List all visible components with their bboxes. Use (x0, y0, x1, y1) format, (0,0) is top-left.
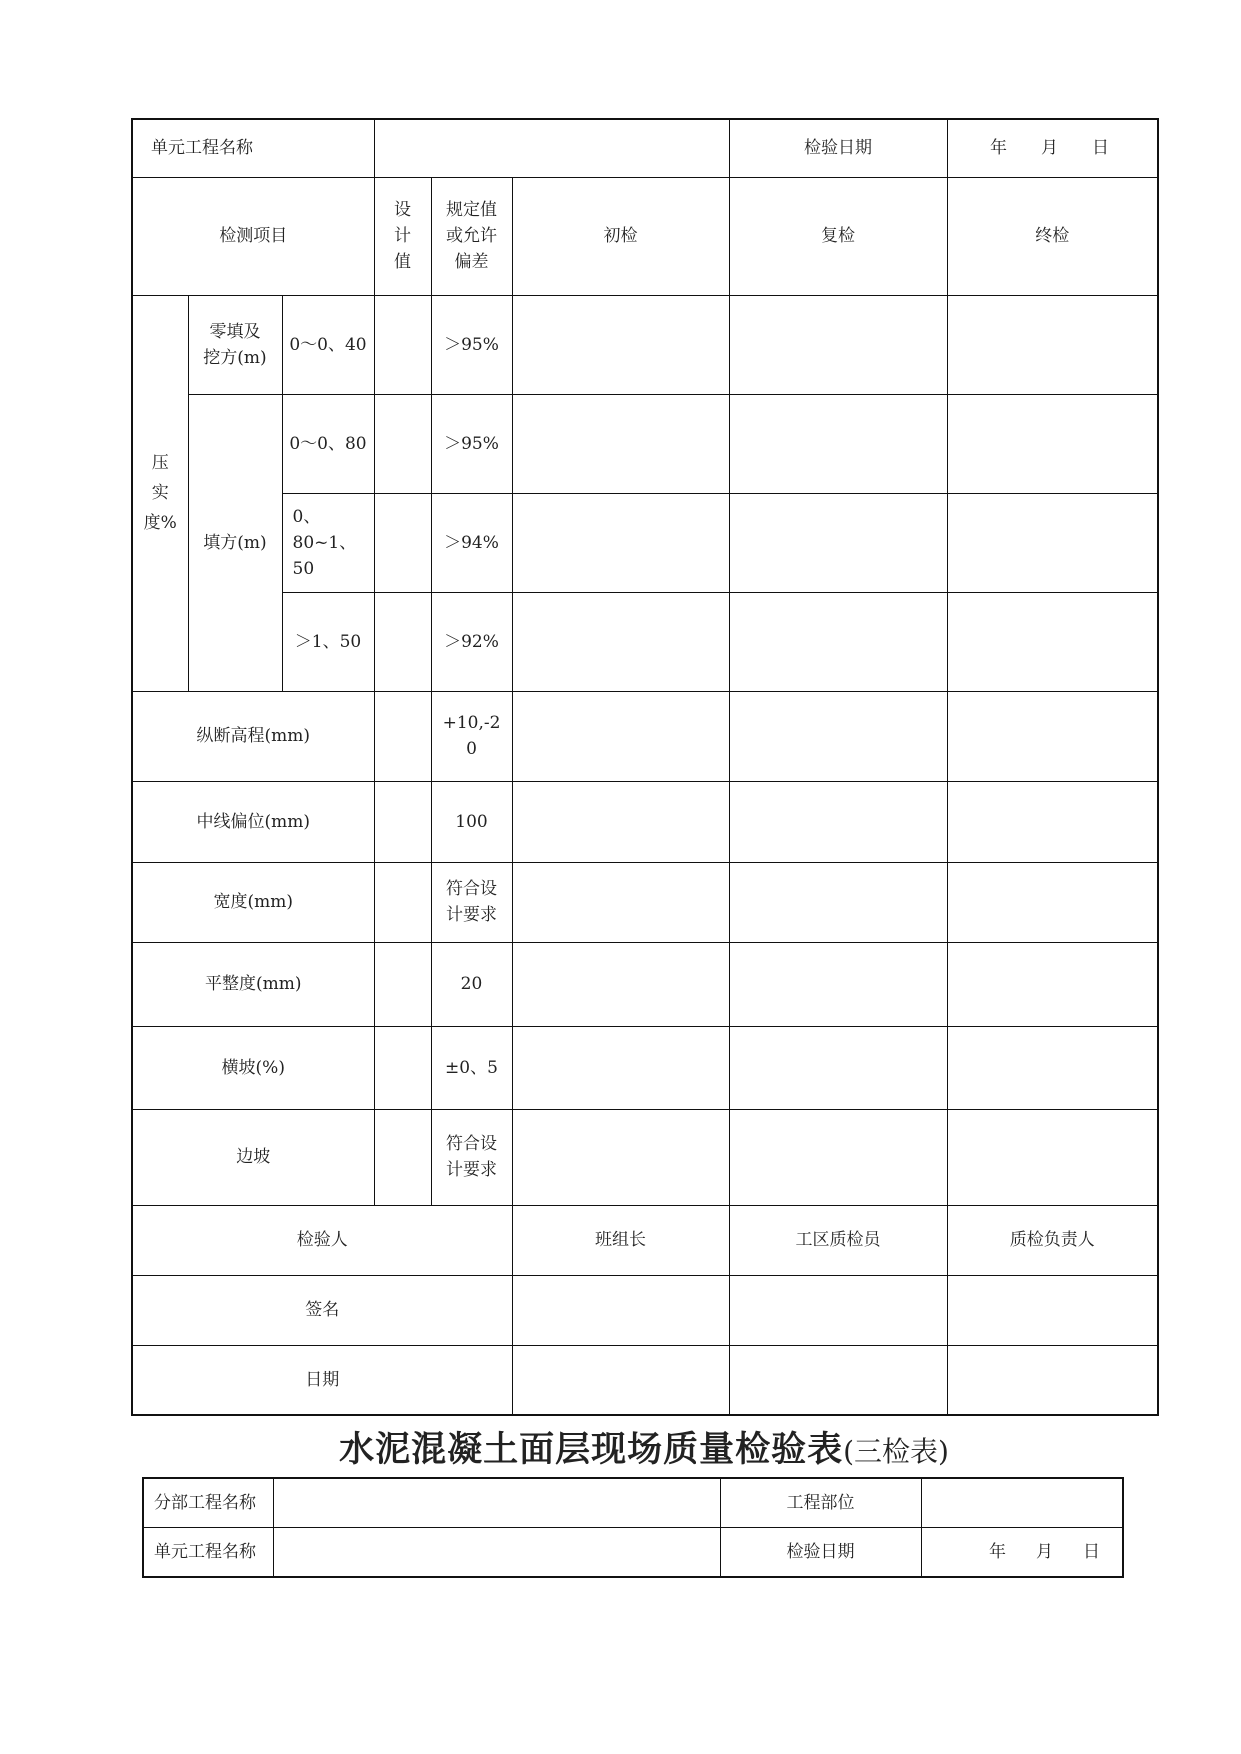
form-title-main: 水泥混凝土面层现场质量检验表 (339, 1430, 844, 1470)
location-field[interactable] (921, 1478, 1123, 1528)
signature-cell[interactable] (947, 1275, 1158, 1345)
date-month: 月 (1036, 1542, 1053, 1562)
signoff-header-row (132, 1205, 1158, 1275)
final-check-cell[interactable] (947, 493, 1158, 592)
design-cell[interactable] (374, 1109, 431, 1205)
second-check-cell[interactable] (729, 862, 947, 942)
final-check-cell[interactable] (947, 295, 1158, 394)
item-name: 平整度(mm) (132, 942, 374, 1026)
final-check-cell[interactable] (947, 394, 1158, 493)
form-title-sub: (三检表) (843, 1435, 949, 1468)
date-cell[interactable] (512, 1345, 729, 1415)
first-check-cell[interactable] (512, 942, 729, 1026)
first-check-cell[interactable] (512, 394, 729, 493)
table-row (132, 781, 1158, 862)
second-check-cell[interactable] (729, 295, 947, 394)
inspection-table (131, 118, 1159, 1416)
tolerance-cell: ＞94% (431, 493, 512, 592)
design-cell[interactable] (374, 781, 431, 862)
first-check-cell[interactable] (512, 493, 729, 592)
inspect-date-field[interactable] (921, 1528, 1123, 1578)
date-cell[interactable] (947, 1345, 1158, 1415)
compaction-label: 压 实 度% (132, 295, 188, 691)
date-year: 年 (989, 1542, 1006, 1562)
tolerance-cell: 符合设 计要求 (431, 1109, 512, 1205)
final-check-cell[interactable] (947, 592, 1158, 691)
division-name-label: 分部工程名称 (143, 1478, 273, 1528)
form2-row (143, 1528, 1123, 1578)
table-row (132, 862, 1158, 942)
first-check-cell[interactable] (512, 862, 729, 942)
inspector-label: 检验人 (132, 1205, 512, 1275)
first-check-cell[interactable] (512, 592, 729, 691)
unit-name-field[interactable] (273, 1528, 720, 1578)
tolerance-cell: ＞95% (431, 394, 512, 493)
design-cell[interactable] (374, 493, 431, 592)
item-name: 宽度(mm) (132, 862, 374, 942)
item-name: 横坡(%) (132, 1026, 374, 1109)
first-check-cell[interactable] (512, 1109, 729, 1205)
tolerance-cell: +10,-2 0 (431, 691, 512, 781)
second-check-cell[interactable] (729, 1026, 947, 1109)
unit-name-field[interactable] (374, 119, 729, 177)
area-inspector-label: 工区质检员 (729, 1205, 947, 1275)
second-check-cell[interactable] (729, 1109, 947, 1205)
tolerance-cell: 20 (431, 942, 512, 1026)
table-row (132, 592, 1158, 691)
table-row (132, 1109, 1158, 1205)
signature-cell[interactable] (512, 1275, 729, 1345)
col-item: 检测项目 (132, 177, 374, 295)
header-row (132, 119, 1158, 177)
signature-cell[interactable] (729, 1275, 947, 1345)
item-name: 边坡 (132, 1109, 374, 1205)
inspect-date-field[interactable] (947, 119, 1158, 177)
date-row (132, 1345, 1158, 1415)
table-row (132, 493, 1158, 592)
range-cell: 0～0、80 (282, 394, 374, 493)
table-row (132, 295, 1158, 394)
table-row (132, 1026, 1158, 1109)
final-check-cell[interactable] (947, 862, 1158, 942)
column-header-row (132, 177, 1158, 295)
col-tolerance: 规定值 或允许 偏差 (431, 177, 512, 295)
first-check-cell[interactable] (512, 1026, 729, 1109)
unit-name-label: 单元工程名称 (132, 119, 374, 177)
table-row (132, 942, 1158, 1026)
inspect-date-label: 检验日期 (720, 1528, 921, 1578)
signature-label: 签名 (132, 1275, 512, 1345)
team-leader-label: 班组长 (512, 1205, 729, 1275)
design-cell[interactable] (374, 394, 431, 493)
tolerance-cell: ＞92% (431, 592, 512, 691)
tolerance-cell: 100 (431, 781, 512, 862)
inspect-date-label: 检验日期 (729, 119, 947, 177)
second-check-cell[interactable] (729, 394, 947, 493)
first-check-cell[interactable] (512, 781, 729, 862)
second-check-cell[interactable] (729, 493, 947, 592)
col-second-check: 复检 (729, 177, 947, 295)
date-cell[interactable] (729, 1345, 947, 1415)
second-check-cell[interactable] (729, 781, 947, 862)
design-cell[interactable] (374, 592, 431, 691)
qc-head-label: 质检负责人 (947, 1205, 1158, 1275)
location-label: 工程部位 (720, 1478, 921, 1528)
final-check-cell[interactable] (947, 1026, 1158, 1109)
second-check-cell[interactable] (729, 691, 947, 781)
date-month: 月 (1041, 138, 1059, 159)
unit-name-label: 单元工程名称 (143, 1528, 273, 1578)
table-row (132, 394, 1158, 493)
final-check-cell[interactable] (947, 942, 1158, 1026)
range-cell: 0、80~1、 50 (282, 493, 374, 592)
signature-row (132, 1275, 1158, 1345)
item-name: 纵断高程(mm) (132, 691, 374, 781)
design-cell[interactable] (374, 295, 431, 394)
second-check-cell[interactable] (729, 942, 947, 1026)
first-check-cell[interactable] (512, 295, 729, 394)
tolerance-cell: ±0、5 (431, 1026, 512, 1109)
division-name-field[interactable] (273, 1478, 720, 1528)
final-check-cell[interactable] (947, 1109, 1158, 1205)
cut-label: 零填及 挖方(m) (188, 295, 282, 394)
tolerance-cell: 符合设 计要求 (431, 862, 512, 942)
range-cell: 0～0、40 (282, 295, 374, 394)
final-check-cell[interactable] (947, 691, 1158, 781)
design-cell[interactable] (374, 691, 431, 781)
table-row (132, 691, 1158, 781)
date-label: 日期 (132, 1345, 512, 1415)
form2-header-table (142, 1477, 1124, 1578)
form-title (131, 1422, 1157, 1472)
final-check-cell[interactable] (947, 781, 1158, 862)
col-design: 设 计 值 (374, 177, 431, 295)
second-check-cell[interactable] (729, 592, 947, 691)
design-cell[interactable] (374, 862, 431, 942)
date-day: 日 (1092, 138, 1110, 159)
date-day: 日 (1083, 1542, 1100, 1562)
item-name: 中线偏位(mm) (132, 781, 374, 862)
design-cell[interactable] (374, 1026, 431, 1109)
tolerance-cell: ＞95% (431, 295, 512, 394)
col-final-check: 终检 (947, 177, 1158, 295)
col-first-check: 初检 (512, 177, 729, 295)
range-cell: ＞1、50 (282, 592, 374, 691)
first-check-cell[interactable] (512, 691, 729, 781)
fill-label: 填方(m) (188, 394, 282, 691)
design-cell[interactable] (374, 942, 431, 1026)
form2-row (143, 1478, 1123, 1528)
date-year: 年 (990, 138, 1008, 159)
